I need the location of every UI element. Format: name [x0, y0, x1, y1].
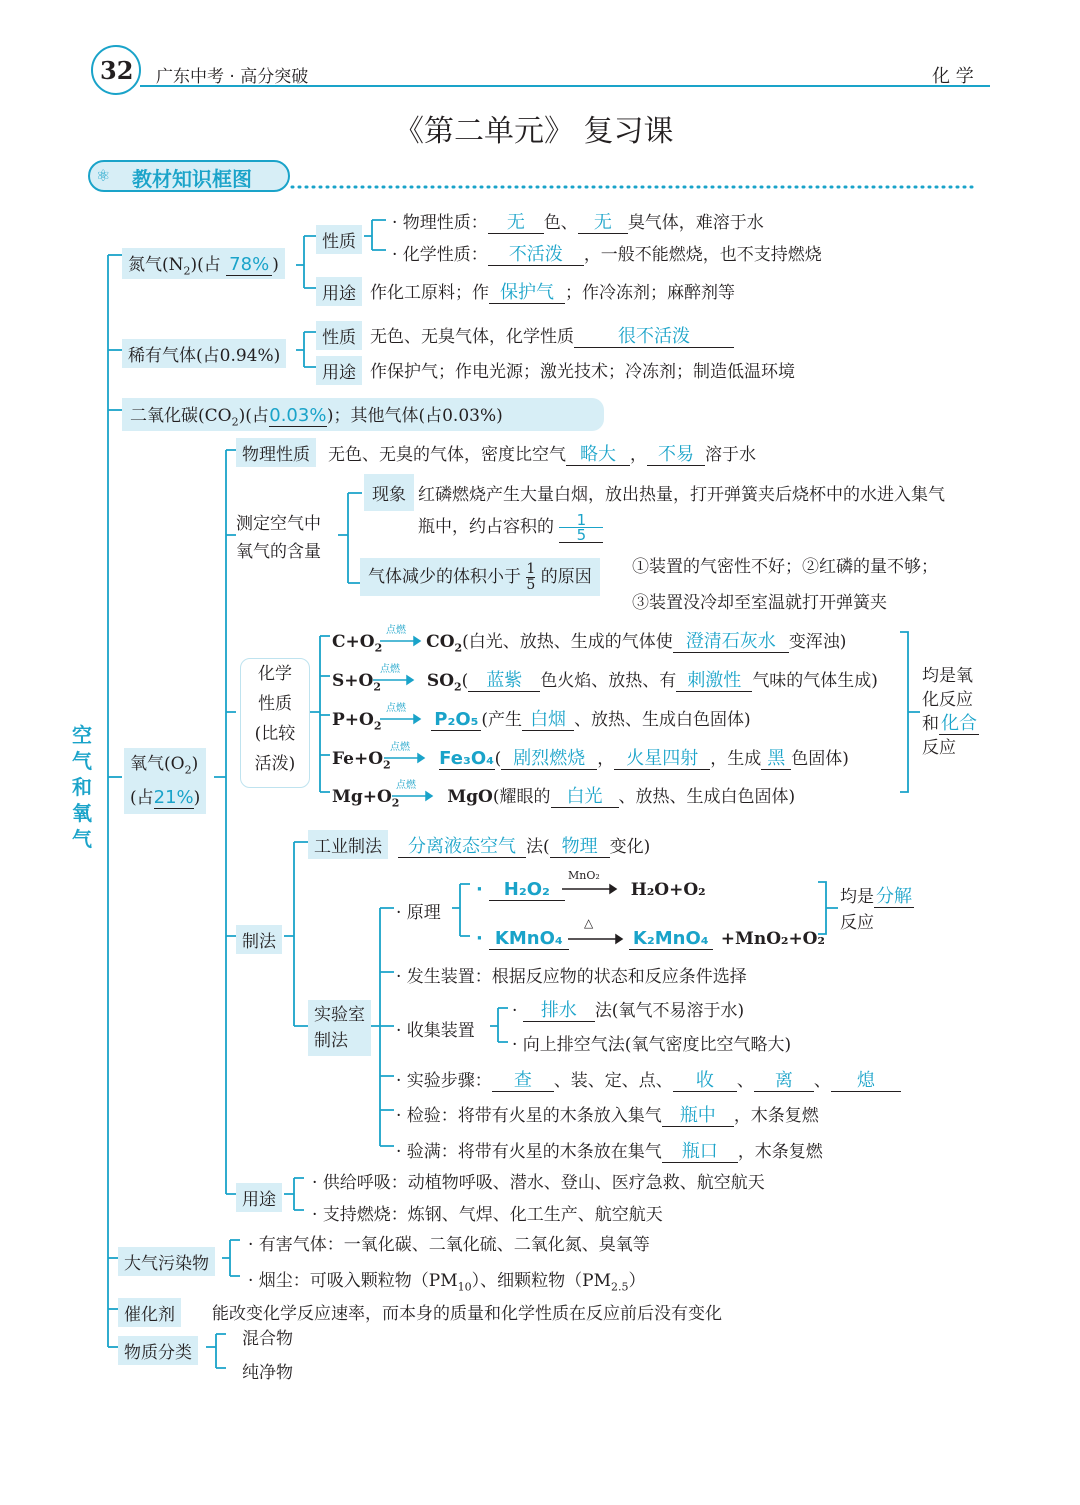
pollutant-label: 大气污染物 [118, 1247, 215, 1276]
check: · 检验：将带有火星的木条放入集气 瓶中 ，木条复燃 [396, 1105, 819, 1126]
catalyst-label: 催化剂 [118, 1298, 181, 1327]
section-label: 教材知识框图 [132, 167, 252, 191]
collect-air: · 向上排空气法(氧气密度比空气略大) [512, 1035, 792, 1055]
reaction-s: $S+O_2$ 点燃 $SO_2$( 蓝紫 色火焰、放热、有 刺激性 气味的气体生成) [332, 664, 878, 694]
steps: · 实验步骤： 查 、装、定、点、 收 、 离 、 熄 [396, 1066, 901, 1092]
full-check: · 验满：将带有火星的木条放在集气 瓶口 ，木条复燃 [396, 1141, 823, 1162]
root-topic: 空气和氧气 [72, 723, 92, 851]
device: · 发生装置：根据反应物的状态和反应条件选择 [396, 967, 747, 987]
page-title: 《第二单元》 复习课 [394, 114, 674, 149]
n2-node: 氮气$(N_2)$(占 78% ) [122, 248, 285, 279]
industry-label: 工业制法 [308, 830, 388, 859]
o2-phys-label: 物理性质 [236, 438, 316, 467]
o2-physical: 无色、无臭的气体，密度比空气 略大 ， 不易 溶于水 [328, 444, 756, 465]
catalyst-text: 能改变化学反应速率，而本身的质量和化学性质在反应前后没有变化 [212, 1304, 722, 1324]
page-number: 32 [100, 56, 134, 85]
co2-node: 二氧化碳$(CO_2)$(占0.03%)；其他气体(占0.03%) [122, 398, 604, 431]
section-badge [88, 160, 290, 192]
phenom-label: 现象 [364, 474, 414, 511]
lab-label: 实验室 制法 [308, 1000, 371, 1056]
phenom-line1: 红磷燃烧产生大量白烟，放出热量，打开弹簧夹后烧杯中的水进入集气 [418, 485, 945, 505]
h2o2-reaction: · H₂O₂ MnO₂ H₂O+O₂ [476, 869, 706, 900]
phenom-line2: 瓶中，约占容积的 $\frac{1}{5}$ [418, 512, 603, 543]
book-title: 广东中考 · 高分突破 [156, 67, 309, 87]
n2-ratio-answer: 78% [226, 255, 272, 276]
reaction-note: 均是氧 化反应 和 化合 反应 [922, 666, 977, 758]
prep-label: 制法 [236, 925, 282, 954]
n2-physical: · 物理性质： 无 色、 无 臭气体，难溶于水 [392, 212, 764, 233]
decomp-note: 均是 分解 反应 [840, 886, 912, 933]
reason-2: ③装置没冷却至室温就打开弹簧夹 [632, 593, 887, 613]
rare-prop: 无色、无臭气体，化学性质 很不活泼 [370, 322, 734, 348]
principle-label: · 原理 [396, 903, 441, 923]
o2-use-label: 用途 [236, 1183, 282, 1212]
reaction-fe: $Fe+O_2$ 点燃 Fe₃O₄( 剧烈燃烧 ， 火星四射 ，生成 黑 色固体) [332, 742, 849, 772]
atom-icon: ⚛ [96, 166, 111, 185]
reason-1: ①装置的气密性不好；②红磷的量不够； [632, 557, 938, 577]
n2-chemical: · 化学性质： 不活泼 ，一般不能燃烧，也不支持燃烧 [392, 244, 822, 265]
collect-water: · 排水 法(氧气不易溶于水) [512, 1000, 745, 1021]
rare-use: 作保护气；作电光源；激光技术；冷冻剂；制造低温环境 [370, 362, 795, 382]
o2-use-1: · 供给呼吸：动植物呼吸、潜水、登山、医疗急救、航空航天 [312, 1173, 765, 1193]
classify-label: 物质分类 [118, 1336, 198, 1365]
o2-use-2: · 支持燃烧：炼钢、气焊、化工生产、航空航天 [312, 1205, 663, 1225]
n2-prop-label: 性质 [316, 225, 362, 254]
classify-pure: 纯净物 [242, 1363, 293, 1383]
n2-use-label: 用途 [316, 277, 362, 306]
chem-prop-label: 化学 性质 (比较 活泼) [240, 658, 310, 788]
collect-label: · 收集装置 [396, 1021, 475, 1041]
reaction-c: $C+O_2$ 点燃 $CO_2$(白光、放热、生成的气体使 澄清石灰水 变浑浊) [332, 625, 847, 655]
rare-use-label: 用途 [316, 356, 362, 385]
kmno4-reaction: · KMnO₄ △ K₂MnO₄ +MnO₂+O₂ [476, 916, 825, 949]
subject-label: 化 学 [932, 66, 974, 87]
pollutant-dust: · 烟尘：可吸入颗粒物$(PM_{10})$、细颗粒物$(PM_{2.5})$ [248, 1271, 646, 1294]
reaction-p: $P+O_2$ 点燃 P₂O₅ (产生 白烟 、放热、生成白色固体) [332, 703, 751, 733]
o2-node: 氧气$(O_2)$ (占21%) [124, 748, 206, 814]
measure-label: 测定空气中 氧气的含量 [236, 514, 321, 562]
industry-method: 分离液态空气 法( 物理 变化) [398, 832, 650, 858]
reason-node: 气体减少的体积小于 $\frac{1}{5}$ 的原因 [360, 558, 600, 596]
classify-mixture: 混合物 [242, 1329, 293, 1349]
n2-use: 作化工原料；作 保护气 ；作冷冻剂；麻醉剂等 [370, 282, 735, 303]
reaction-mg: $Mg+O_2$ 点燃 MgO(耀眼的 白光 、放热、生成白色固体) [332, 780, 796, 810]
rare-gas-node: 稀有气体(占0.94%) [122, 339, 286, 368]
rare-prop-label: 性质 [316, 321, 362, 350]
pollutant-gas: · 有害气体：一氧化碳、二氧化硫、二氧化氮、臭氧等 [248, 1235, 650, 1255]
